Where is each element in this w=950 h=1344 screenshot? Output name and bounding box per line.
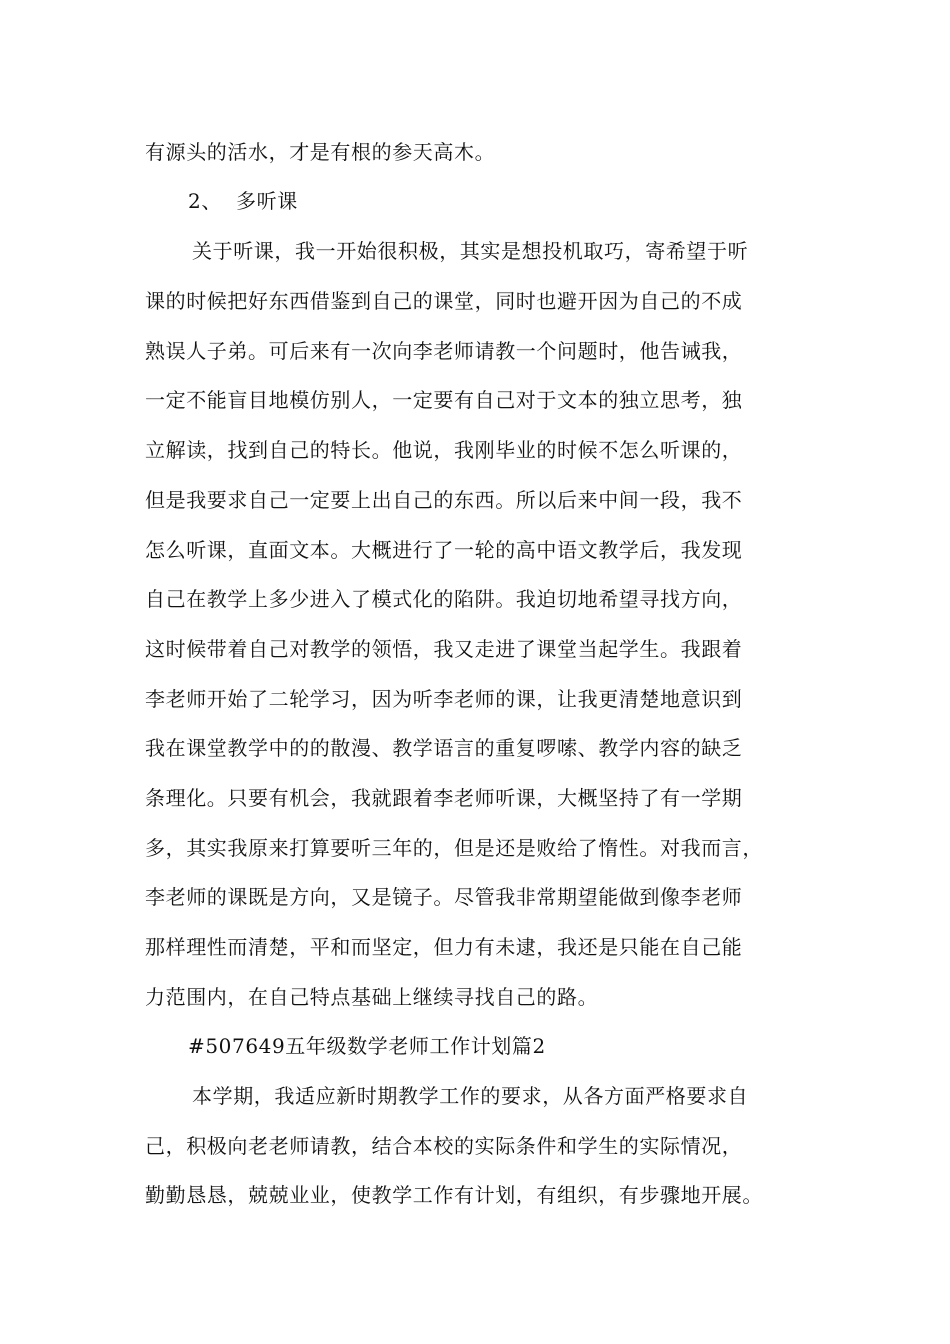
paragraph-line: 李老师的课既是方向，又是镜子。尽管我非常期望能做到像李老师 xyxy=(145,885,743,909)
section-heading-number: 2、 xyxy=(188,189,222,213)
section-title: #507649五年级数学老师工作计划篇2 xyxy=(188,1034,546,1058)
paragraph-line: 怎么听课，直面文本。大概进行了一轮的高中语文教学后，我发现 xyxy=(145,538,743,562)
paragraph-line: 一定不能盲目地模仿别人，一定要有自己对于文本的独立思考，独 xyxy=(145,388,743,412)
paragraph-line: 己，积极向老老师请教，结合本校的实际条件和学生的实际情况， xyxy=(145,1134,743,1158)
paragraph-line: 多，其实我原来打算要听三年的，但是还是败给了惰性。对我而言， xyxy=(145,836,763,860)
paragraph-line: 我在课堂教学中的的散漫、教学语言的重复啰嗦、教学内容的缺乏 xyxy=(145,736,743,760)
paragraph-line: 这时候带着自己对教学的领悟，我又走进了课堂当起学生。我跟着 xyxy=(145,637,743,661)
paragraph-line: 力范围内，在自己特点基础上继续寻找自己的路。 xyxy=(145,985,599,1009)
paragraph-line: 熟误人子弟。可后来有一次向李老师请教一个问题时，他告诫我， xyxy=(145,339,743,363)
paragraph-line: 本学期，我适应新时期教学工作的要求，从各方面严格要求自 xyxy=(192,1084,749,1108)
paragraph-line: 立解读，找到自己的特长。他说，我刚毕业的时候不怎么听课的， xyxy=(145,438,743,462)
paragraph-line: 课的时候把好东西借鉴到自己的课堂，同时也避开因为自己的不成 xyxy=(145,289,743,313)
paragraph-line: 那样理性而清楚，平和而坚定，但力有未逮，我还是只能在自己能 xyxy=(145,935,743,959)
paragraph-line: 但是我要求自己一定要上出自己的东西。所以后来中间一段，我不 xyxy=(145,488,743,512)
paragraph-line: 自己在教学上多少进入了模式化的陷阱。我迫切地希望寻找方向， xyxy=(145,587,743,611)
paragraph-line: 关于听课，我一开始很积极，其实是想投机取巧，寄希望于听 xyxy=(192,239,749,263)
section-heading xyxy=(188,187,298,215)
paragraph-line: 有源头的活水，才是有根的参天高木。 xyxy=(145,140,496,164)
paragraph-line: 条理化。只要有机会，我就跟着李老师听课，大概坚持了有一学期 xyxy=(145,786,743,810)
paragraph-line: 李老师开始了二轮学习，因为听李老师的课，让我更清楚地意识到 xyxy=(145,687,743,711)
section-heading-title: 多听课 xyxy=(236,189,298,213)
paragraph-line: 勤勤恳恳，兢兢业业，使教学工作有计划，有组织，有步骤地开展。 xyxy=(145,1183,763,1207)
